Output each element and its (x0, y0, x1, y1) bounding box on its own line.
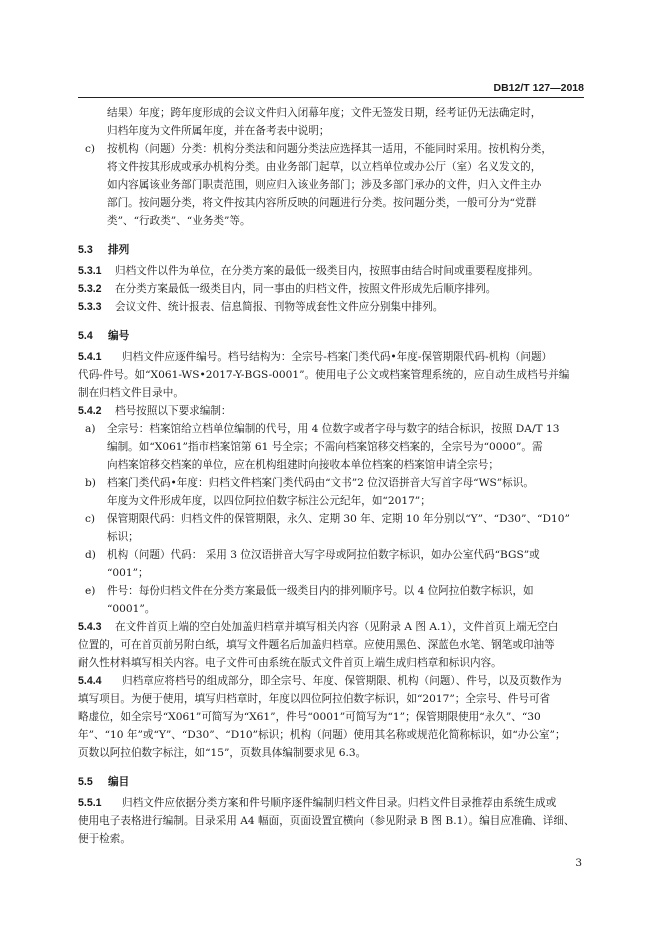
text-line: 归档年度为文件所属年度，并在备考表中说明； (107, 125, 330, 137)
text-line: 略虚位，如全宗号“X061”可简写为“X61”，件号“0001”可简写为“1”；保管期限使用“永久”、“30 (78, 711, 541, 723)
clause-number: 5.3.1 (78, 265, 102, 277)
text-line: 件号：每份归档文件在分类方案最低一级类目内的排列顺序号。以 4 位阿拉伯数字标识，如 (107, 585, 534, 597)
header-rule (78, 97, 584, 98)
document-body (78, 104, 584, 848)
text-line: 类”、“行政类”、“业务类”等。 (107, 215, 251, 227)
text-line: 便于检索。 (78, 833, 131, 845)
text-line: “0001”。 (107, 603, 156, 615)
text-line: 年”、“10 年”或“Y”、“D30”、“D10”标识；机构（问题）使用其名称或规范化简称标识，如“办公室”； (78, 729, 566, 741)
text-line: “001”； (107, 567, 149, 579)
list-marker: c) (85, 143, 96, 155)
clause-5-4-1 (78, 348, 584, 366)
clause-text: 归档文件以件为单位，在分类方案的最低一级类目内，按照事由结合时间或重要程度排列。 (115, 265, 539, 277)
list-item-e (78, 582, 584, 600)
text-line: 按机构（问题）分类：机构分类法和问题分类法应选择其一适用，不能同时采用。按机构分类， (107, 143, 552, 155)
clause-number: 5.4.1 (78, 351, 102, 363)
list-item-d (78, 546, 584, 564)
section-heading-5-3 (78, 241, 584, 259)
text-line: 编制。如“X061”指市档案馆第 61 号全宗；不需向档案馆移交档案的，全宗号为“0000”。需 (107, 441, 543, 453)
text-line: 耐久性材料填写相关内容。电子文件可由系统在版式文件首页上端生成归档章和标识内容。 (78, 657, 502, 669)
clause-text: 档号按照以下要求编制： (115, 405, 232, 417)
list-marker: b) (85, 477, 96, 489)
section-number: 5.5 (78, 776, 93, 788)
clause-number: 5.4.3 (78, 621, 102, 633)
text-line: 页数以阿拉伯数字标注，如“15”，页数具体编制要求见 6.3。 (78, 747, 367, 759)
text-line: 部门。按问题分类，将文件按其内容所反映的问题进行分类。按问题分类，一般可分为“党群 (107, 197, 537, 209)
text-line: 位置的，可在首页前另附白纸，填写文件题名后加盖归档章。应使用黑色、深蓝色水笔、钢笔或印油等 (78, 639, 555, 651)
clause-number: 5.5.1 (78, 797, 102, 809)
clause-number: 5.4.2 (78, 405, 102, 417)
section-heading-5-5 (78, 773, 584, 791)
section-heading-5-4 (78, 327, 584, 345)
list-marker: c) (85, 513, 96, 525)
clause-5-4-2 (78, 402, 584, 420)
list-item-c (78, 510, 584, 528)
clause-5-3-2 (78, 280, 584, 298)
clause-text: 在分类方案最低一级类目内，同一事由的归档文件，按照文件形成先后顺序排列。 (115, 283, 497, 295)
text-line: 使用电子表格进行编制。目录采用 A4 幅面，页面设置宜横向（参见附录 B 图 B.1）。编目应准确、详细、 (78, 815, 575, 827)
list-marker: d) (85, 549, 96, 561)
clause-5-5-1 (78, 794, 584, 812)
list-marker: a) (85, 423, 96, 435)
clause-text: 在文件首页上端的空白处加盖归档章并填写相关内容（见附录 A 图 A.1），文件首页上端无空白 (115, 621, 559, 633)
page-number: 3 (575, 857, 582, 869)
text-line: 全宗号：档案馆给立档单位编制的代号，用 4 位数字或者字母与数字的结合标识，按照 DA/T 13 (107, 423, 560, 435)
header-code: DB12/T 127—2018 (493, 82, 584, 94)
text-line: 机构（问题）代码： 采用 3 位汉语拼音大写字母或阿拉伯数字标识，如办公室代码“BGS”或 (107, 549, 540, 561)
section-title: 排列 (108, 244, 130, 256)
text-line: 填写项目。为便于使用，填写归档章时，年度以四位阿拉伯数字标识，如“2017”；全宗号、件号可省 (78, 693, 551, 705)
list-item-b (78, 474, 584, 492)
clause-5-3-3 (78, 298, 584, 316)
clause-5-3-1 (78, 262, 584, 280)
clause-number: 5.4.4 (78, 675, 102, 687)
text-line: 代码-件号。如“X061-WS•2017-Y-BGS-0001”。使用电子公文或档案管理系统的，应自动生成档号并编 (78, 369, 570, 381)
list-item-a (78, 420, 584, 438)
list-item-c (78, 140, 584, 158)
text-line: 标识； (107, 531, 139, 543)
text-line: 如内容属该业务部门职责范围，则应归入该业务部门；涉及多部门承办的文件，归入文件主办 (107, 179, 542, 191)
clause-text: 归档章应将档号的组成部分，即全宗号、年度、保管期限、机构（问题）、件号，以及页数作为 (122, 675, 562, 687)
list-marker: e) (85, 585, 96, 597)
text-line: 将文件按其形成或承办机构分类。由业务部门起草，以立档单位或办公厅（室）名义发文的， (107, 161, 542, 173)
section-number: 5.3 (78, 244, 93, 256)
clause-number: 5.3.2 (78, 283, 102, 295)
clause-5-4-4 (78, 672, 584, 690)
clause-text: 归档文件应依据分类方案和件号顺序逐件编制归档文件目录。归档文件目录推荐由系统生成或 (122, 797, 557, 809)
text-line: 年度为文件形成年度，以四位阿拉伯数字标注公元纪年，如“2017”； (107, 495, 431, 507)
clause-5-4-3 (78, 618, 584, 636)
text-line: 制在归档文件目录中。 (78, 387, 184, 399)
section-title: 编目 (108, 776, 130, 788)
clause-number: 5.3.3 (78, 301, 102, 313)
text-line: 结果）年度；跨年度形成的会议文件归入闭幕年度；文件无签发日期，经考证仍无法确定时， (107, 107, 542, 119)
text-line: 向档案馆移交档案的单位，应在机构组建时向接收本单位档案的档案馆申请全宗号； (107, 459, 499, 471)
section-title: 编号 (108, 330, 130, 342)
text-line: 档案门类代码•年度：归档文件档案门类代码由“文书”2 位汉语拼音大写首字母“WS”标识。 (107, 477, 534, 489)
text-line: 保管期限代码：归档文件的保管期限，永久、定期 30 年、定期 10 年分别以“Y”、“D30”、“D10” (107, 513, 570, 525)
clause-text: 归档文件应逐件编号。档号结构为：全宗号-档案门类代码•年度-保管期限代码-机构（问题） (122, 351, 553, 363)
clause-text: 会议文件、统计报表、信息简报、刊物等成套性文件应分别集中排列。 (115, 301, 444, 313)
section-number: 5.4 (78, 330, 93, 342)
